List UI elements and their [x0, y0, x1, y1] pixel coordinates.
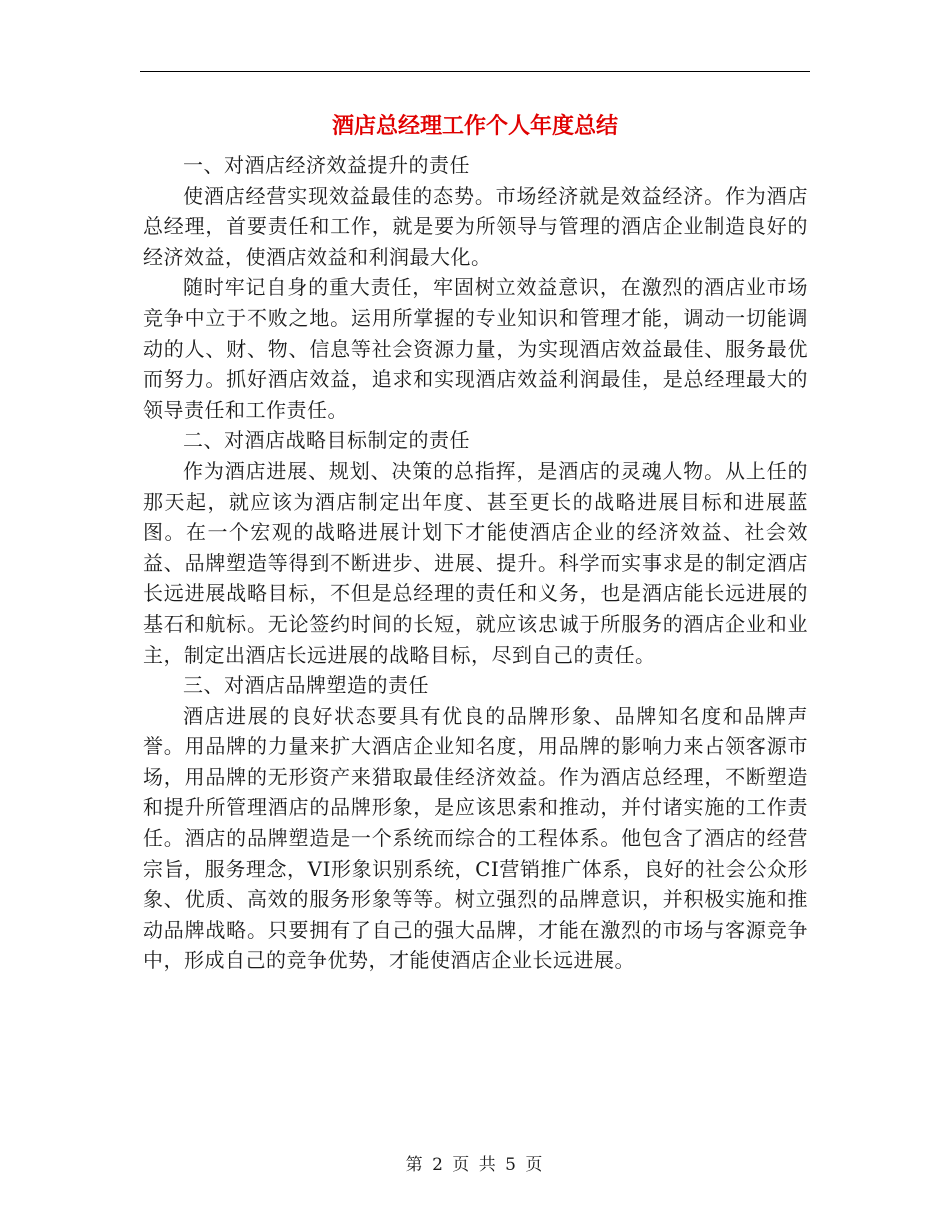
document-body	[143, 150, 808, 976]
body-paragraph: 作为酒店进展、规划、决策的总指挥，是酒店的灵魂人物。从上任的那天起，就应该为酒店制定出年度、甚至更长的战略进展目标和进展蓝图。在一个宏观的战略进展计划下才能使酒店企业的经济效益、社会效益、品牌塑造等得到不断进步、进展、提升。科学而实事求是的制定酒店长远进展战略目标，不但是总经理的责任和义务，也是酒店能长远进展的基石和航标。无论签约时间的长短，就应该忠诚于所服务的酒店企业和业主，制定出酒店长远进展的战略目标，尽到自己的责任。	[143, 458, 808, 667]
section-heading-2: 二、对酒店战略目标制定的责任	[183, 428, 470, 453]
header-rule	[140, 71, 810, 72]
section-heading-3: 三、对酒店品牌塑造的责任	[183, 673, 429, 698]
body-paragraph: 随时牢记自身的重大责任，牢固树立效益意识，在激烈的酒店业市场竞争中立于不败之地。运用所掌握的专业知识和管理才能，调动一切能调动的人、财、物、信息等社会资源力量，为实现酒店效益最佳、服务最优而努力。抓好酒店效益，追求和实现酒店效益利润最佳，是总经理最大的领导责任和工作责任。	[143, 275, 808, 422]
body-paragraph: 酒店进展的良好状态要具有优良的品牌形象、品牌知名度和品牌声誉。用品牌的力量来扩大酒店企业知名度，用品牌的影响力来占领客源市场，用品牌的无形资产来猎取最佳经济效益。作为酒店总经理，不断塑造和提升所管理酒店的品牌形象，是应该思索和推动，并付诸实施的工作责任。酒店的品牌塑造是一个系统而综合的工程体系。他包含了酒店的经营宗旨，服务理念，VI形象识别系统，CI营销推广体系，良好的社会公众形象、优质、高效的服务形象等等。树立强烈的品牌意识，并积极实施和推动品牌战略。只要拥有了自己的强大品牌，才能在激烈的市场与客源竞争中，形成自己的竞争优势，才能使酒店企业长远进展。	[143, 703, 808, 973]
document-title: 酒店总经理工作个人年度总结	[331, 113, 618, 139]
section-heading-1: 一、对酒店经济效益提升的责任	[183, 153, 470, 177]
body-paragraph: 使酒店经营实现效益最佳的态势。市场经济就是效益经济。作为酒店总经理，首要责任和工作，就是要为所领导与管理的酒店企业制造良好的经济效益，使酒店效益和利润最大化。	[143, 183, 808, 269]
page-number-footer: 第 2 页 共 5 页	[405, 1155, 545, 1175]
